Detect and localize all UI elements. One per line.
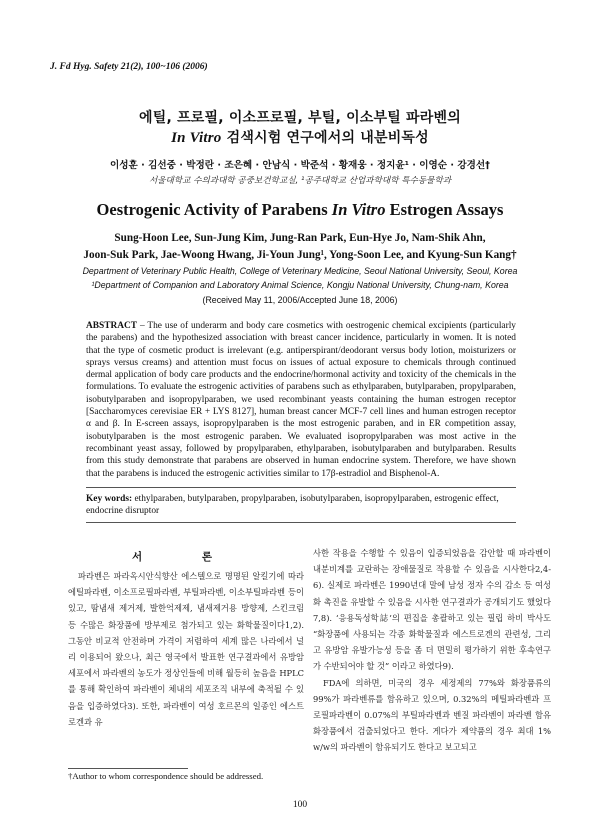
correspondence-footnote: †Author to whom correspondence should be addressed. — [68, 771, 264, 781]
abstract-text: – The use of underarm and body care cosmetics with oestrogenic chemical excipients (particularly the parabens) and the hypothesized association with breast cancer incidence, particularly in women. It is noted that the type of cosmetic product is irrelevant (e.g. antiperspirant/deodorant versus body lotion, moisturizers or sprays versus creams) and attention must focus on issues of actual exposure to chemicals through continued dermal application of body care products and the endocrine/hormonal activity and toxicity of the chemicals in the formulations. To evaluate the estrogenic activities of parabens such as ethylparaben, butylparaben, propylparaben, isobutylparaben and isopropylparaben, we used recombinant yeasts containing the human estrogen receptor [Saccharomyces cerevisiae ER + LYS 8127], human breast cancer MCF-7 cell lines and human estrogen receptor α and β. In E-screen assays, isopropylparaben is the most estrogenic paraben, and in ER competition assay, isobutylparaben is the most estrogenic paraben. We evaluated isopropylparaben was most active in the recombinant yeast assay, followed by propylparaben, ethylparaben, isobutylparaben and butylparaben. Results from this study demonstrate that parabens are observed in human endocrine system. Therefore, we have shown that the parabens is induced the estrogenic activities similar to 17β-estradiol and Bisphenol-A. — [86, 321, 516, 479]
korean-title-italic: In Vitro — [171, 130, 222, 146]
korean-affiliation: 서울대학교 수의과대학 공중보건학교실, ¹공주대학교 산업과학대학 특수동물학과 — [148, 176, 452, 186]
journal-citation: J. Fd Hyg. Safety 21(2), 100~106 (2006) — [50, 62, 208, 72]
body-left-column: 파라벤은 파라옥시안식향산 에스텔으로 명명된 알킬기에 따라 에틸파라벤, 이소프로필파라벤, 부틸파라벤, 이소부틸파라벤 등이 있고, 땀냄새 제거제, 발한억제제, 냄새제거용 방향제, 스킨크림 등 수많은 화장품에 방부제로 첨가되고 있는 화학물질이다1,2). 그동안 비교적 안전하며 가격이 저렴하여 세계 많은 나라에서 널리 이용되어 왔으나, 최근 영국에서 발표한 연구결과에서 유방암 세포에서 파라벤의 농도가 정상인들에 비해 월등히 높음을 HPLC를 통해 확인하여 파라벤이 체내의 세포조직 내부에 축적될 수 있음을 입증하였다3). 또한, 파라벤이 여성 호르몬의 일종인 에스트로겐과 유 — [68, 571, 304, 727]
english-authors-line2: Joon-Suk Park, Jae-Woong Hwang, Ji-Youn Jung¹, Yong-Soon Lee, and Kyung-Sun Kang† — [83, 249, 517, 261]
korean-title-rest: 검색시험 연구에서의 내분비독성 — [221, 130, 429, 146]
english-title-italic: In Vitro — [331, 200, 386, 219]
english-title-part2: Estrogen Assays — [385, 200, 504, 219]
body-right-column — [313, 545, 551, 756]
korean-authors: 이성훈 · 김선중 · 박정란 · 조은혜 · 안남식 · 박준석 · 황재웅 · 정지윤¹ · 이영순 · 강경선† — [110, 160, 490, 171]
abstract-label: ABSTRACT — [86, 321, 138, 331]
section-heading-introduction: 서 론 — [132, 551, 240, 563]
english-affiliation-1: Department of Veterinary Public Health, College of Veterinary Medicine, Seoul National University, Seoul, Korea — [82, 266, 518, 276]
body-right-paragraph-1: 사한 작용을 수행할 수 있음이 입증되었음을 감안할 때 파라벤이 내분비계를 교란하는 장애물질로 작용할 수 있음을 시사한다2,4-6). 실제로 파라벤은 1990년대 말에 남성 정자 수의 감소 등 여성화 촉진을 유발할 수 있음을 시사한 연구결과가 공개되기도 했었다7,8). ‘응용독성학誌’의 편집을 총괄하고 있는 필립 하비 박사도 “화장품에 사용되는 각종 화학물질과 에스트로겐의 관련성, 그리고 유방암 유발가능성 등을 좀 더 면밀히 평가하기 위한 후속연구가 수반되어야 할 것” 이라고 하였다9). — [313, 548, 551, 672]
english-affiliation-2: ¹Department of Companion and Laboratory Animal Science, Kongju National University, Chung-nam, Korea — [91, 280, 509, 290]
korean-title-line2 — [0, 127, 600, 147]
keywords-label: Key words: — [86, 494, 133, 504]
keywords — [86, 493, 516, 518]
abstract — [86, 320, 516, 480]
page-number: 100 — [292, 800, 308, 810]
body-right-paragraph-2: FDA에 의하면, 미국의 경우 세정제의 77%와 화장품류의 99%가 파라벤류를 함유하고 있으며, 0.32%의 메틸파라벤과 프로필파라벤이 0.07%의 부틸파라벤과 벤질 파라벤이 파라벤 함유 화장품에서 검출되었다고 한다. 게다가 제약품의 경우 최대 1% w/w의 파라벤이 함유되기도 한다고 보고되고 — [313, 677, 551, 753]
keywords-top-rule — [86, 487, 516, 488]
keywords-text: ethylparaben, butylparaben, propylparaben, isobutylparaben, isopropylparaben, estrogenic effect, endocrine disruptor — [86, 494, 499, 517]
english-title-part1: Oestrogenic Activity of Parabens — [96, 200, 332, 219]
korean-title-line1: 에틸, 프로필, 이소프로필, 부틸, 이소부틸 파라벤의 — [139, 110, 461, 126]
footnote-rule — [68, 768, 188, 769]
keywords-bottom-rule — [86, 522, 516, 523]
english-authors-line1: Sung-Hoon Lee, Sun-Jung Kim, Jung-Ran Park, Eun-Hye Jo, Nam-Shik Ahn, — [114, 232, 486, 244]
english-title — [0, 200, 600, 220]
received-dates: (Received May 11, 2006/Accepted June 18, 2006) — [202, 295, 398, 305]
